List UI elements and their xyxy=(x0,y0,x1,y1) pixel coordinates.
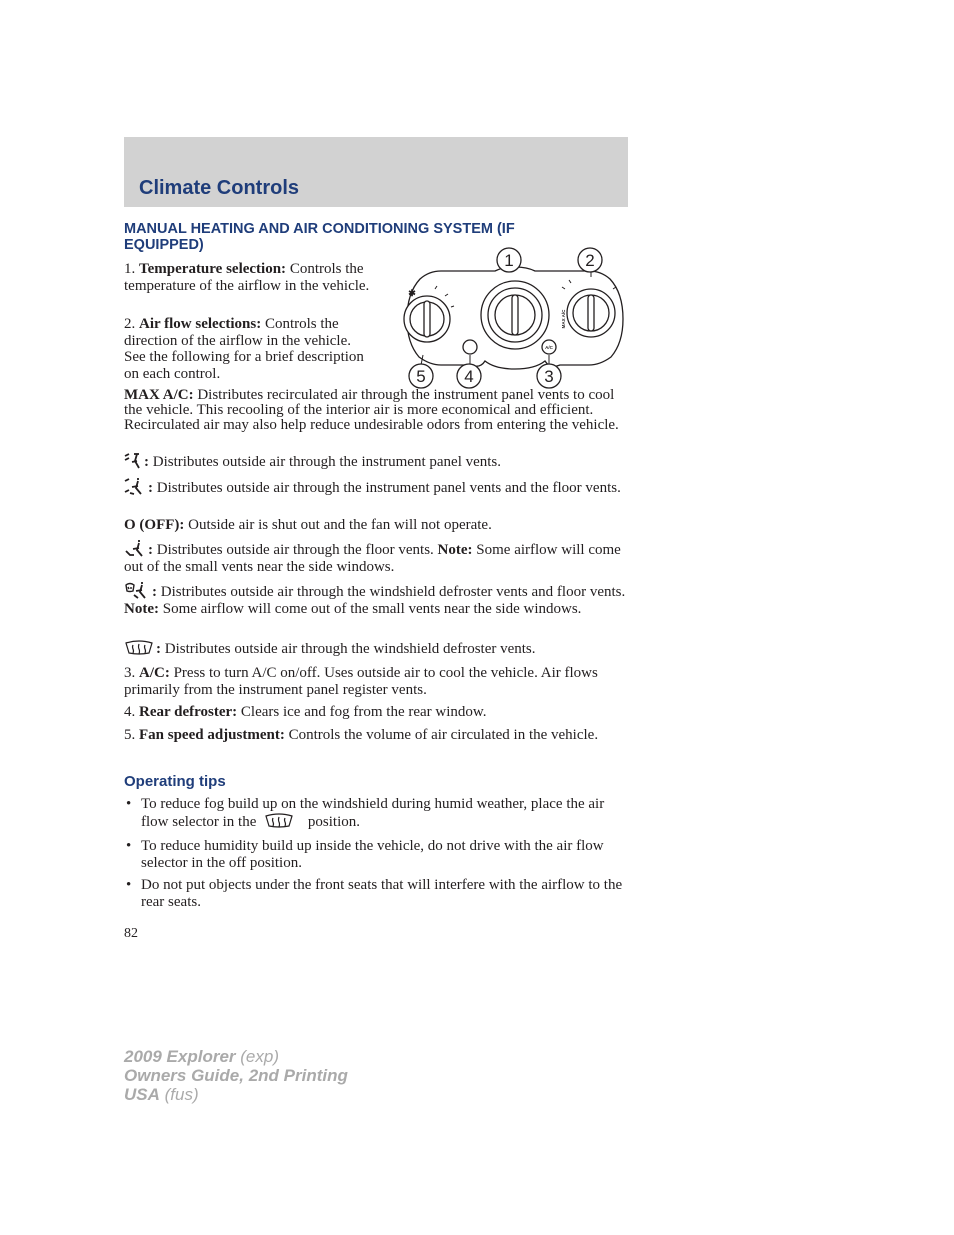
callout-2: 2 xyxy=(585,251,595,270)
panel-floor-vent-icon xyxy=(124,477,146,495)
callout-5: 5 xyxy=(416,367,426,386)
chapter-header xyxy=(124,137,628,207)
item-text: Distributes outside air through the windshield defroster vents and floor vents. xyxy=(160,584,626,600)
item-text: Distributes outside air through the floor vents. xyxy=(156,542,434,558)
item-number: 5. xyxy=(124,727,136,743)
tip-item xyxy=(124,877,630,913)
footer-market-code: (fus) xyxy=(164,1085,199,1104)
tip-item xyxy=(124,838,630,874)
tip-text-end: position. xyxy=(307,814,360,830)
item-title: Rear defroster: xyxy=(139,704,238,720)
item-title: O (OFF): xyxy=(124,517,185,533)
item-text: Press to turn A/C on/off. Uses outside air to cool the vehicle. Air flows primarily from the instrument panel register vents. xyxy=(124,665,598,698)
item-text: Controls the temperature of the airflow in the vehicle. xyxy=(124,261,370,294)
bullet-mark: • xyxy=(126,838,132,854)
item-temperature xyxy=(124,261,374,294)
item-text: Clears ice and fog from the rear window. xyxy=(240,704,487,720)
tip-text: To reduce fog build up on the windshield during humid weather, place the air flow selector in the xyxy=(141,796,605,830)
page-number: 82 xyxy=(124,926,138,941)
windshield-defrost-icon xyxy=(264,813,294,829)
item-title: Temperature selection: xyxy=(139,261,287,277)
callout-1: 1 xyxy=(504,251,514,270)
item-title: Air flow selections: xyxy=(139,316,262,332)
item-number: 4. xyxy=(124,704,136,720)
windshield-defrost-icon xyxy=(124,640,154,656)
item-text: Distributes recirculated air through the instrument panel vents to cool the vehicle. This recooling of the interior air is more economical and efficient. Recirculated air may also help reduce undesirable odors from entering the vehicle. xyxy=(124,387,619,434)
bullet-mark: • xyxy=(126,877,132,893)
tip-text: Do not put objects under the front seats that will interfere with the airflow to the rear seats. xyxy=(141,877,623,910)
section-title: MANUAL HEATING AND AIR CONDITIONING SYSTEM (IF EQUIPPED) xyxy=(124,221,515,253)
item-title: MAX A/C: xyxy=(124,387,194,403)
item-text: Distributes outside air through the instrument panel vents. xyxy=(152,454,502,470)
callout-4: 4 xyxy=(464,367,474,386)
item-text: Distributes outside air through the instrument panel vents and the floor vents. xyxy=(156,480,621,496)
item-text: Outside air is shut out and the fan will not operate. xyxy=(188,517,492,533)
floor-vent-icon xyxy=(124,539,146,557)
item-off xyxy=(124,517,630,534)
item-airflow xyxy=(124,316,374,382)
item-text: Distributes outside air through the windshield defroster vents. xyxy=(164,641,536,657)
note-text: Some airflow will come out of the small vents near the side windows. xyxy=(162,600,582,617)
bullet-mark: • xyxy=(126,796,132,812)
item-panel-floor-vents: : Distributes outside air through the instrument panel vents and the floor vents. xyxy=(124,477,630,497)
note-label: Note: xyxy=(124,600,159,617)
item-windshield-defrost: : Distributes outside air through the windshield defroster vents. xyxy=(124,640,630,658)
document-footer xyxy=(124,1047,348,1104)
item-max-ac xyxy=(124,388,630,434)
tip-text: To reduce humidity build up inside the vehicle, do not drive with the air flow selector in the off position. xyxy=(141,838,604,871)
item-floor-defrost: : Distributes outside air through the windshield defroster vents and floor vents. Note: Some airflow will come out of the small vents near the side windows. xyxy=(124,581,630,617)
item-text: Controls the volume of air circulated in the vehicle. xyxy=(288,727,599,743)
diagram-max-ac-label: MAX A/C xyxy=(561,309,566,329)
floor-defrost-icon xyxy=(124,581,150,599)
item-text: Controls the direction of the airflow in the vehicle. See the following for a brief description on each control. xyxy=(124,316,364,382)
item-title: A/C: xyxy=(139,665,170,681)
climate-control-panel-diagram xyxy=(385,243,645,395)
item-panel-vents: : Distributes outside air through the instrument panel vents. xyxy=(124,453,630,471)
item-ac xyxy=(124,665,630,698)
item-number: 1. xyxy=(124,261,136,277)
panel-vent-icon xyxy=(124,453,142,469)
diagram-fan-symbol: ✱ xyxy=(408,288,416,298)
footer-edition: Owners Guide, 2nd Printing xyxy=(124,1066,348,1085)
diagram-ac-label: A/C xyxy=(545,345,553,350)
item-floor-vents: : Distributes outside air through the floor vents. Note: Some airflow will come out of the small vents near the side windows. xyxy=(124,539,630,575)
footer-market: USA xyxy=(124,1085,160,1104)
operating-tips-heading: Operating tips xyxy=(124,773,226,790)
footer-model-code: (exp) xyxy=(240,1047,279,1066)
item-fan-speed xyxy=(124,727,630,744)
footer-model: 2009 Explorer xyxy=(124,1047,236,1066)
note-text: Some airflow will come out of the small vents near the side windows. xyxy=(124,542,621,575)
item-title: Fan speed adjustment: xyxy=(139,727,285,743)
chapter-title: Climate Controls xyxy=(139,177,300,199)
item-number: 2. xyxy=(124,316,136,332)
item-number: 3. xyxy=(124,665,136,681)
note-label: Note: xyxy=(437,542,473,558)
callout-3: 3 xyxy=(544,367,554,386)
item-rear-defroster xyxy=(124,704,630,721)
tip-item xyxy=(124,796,630,832)
